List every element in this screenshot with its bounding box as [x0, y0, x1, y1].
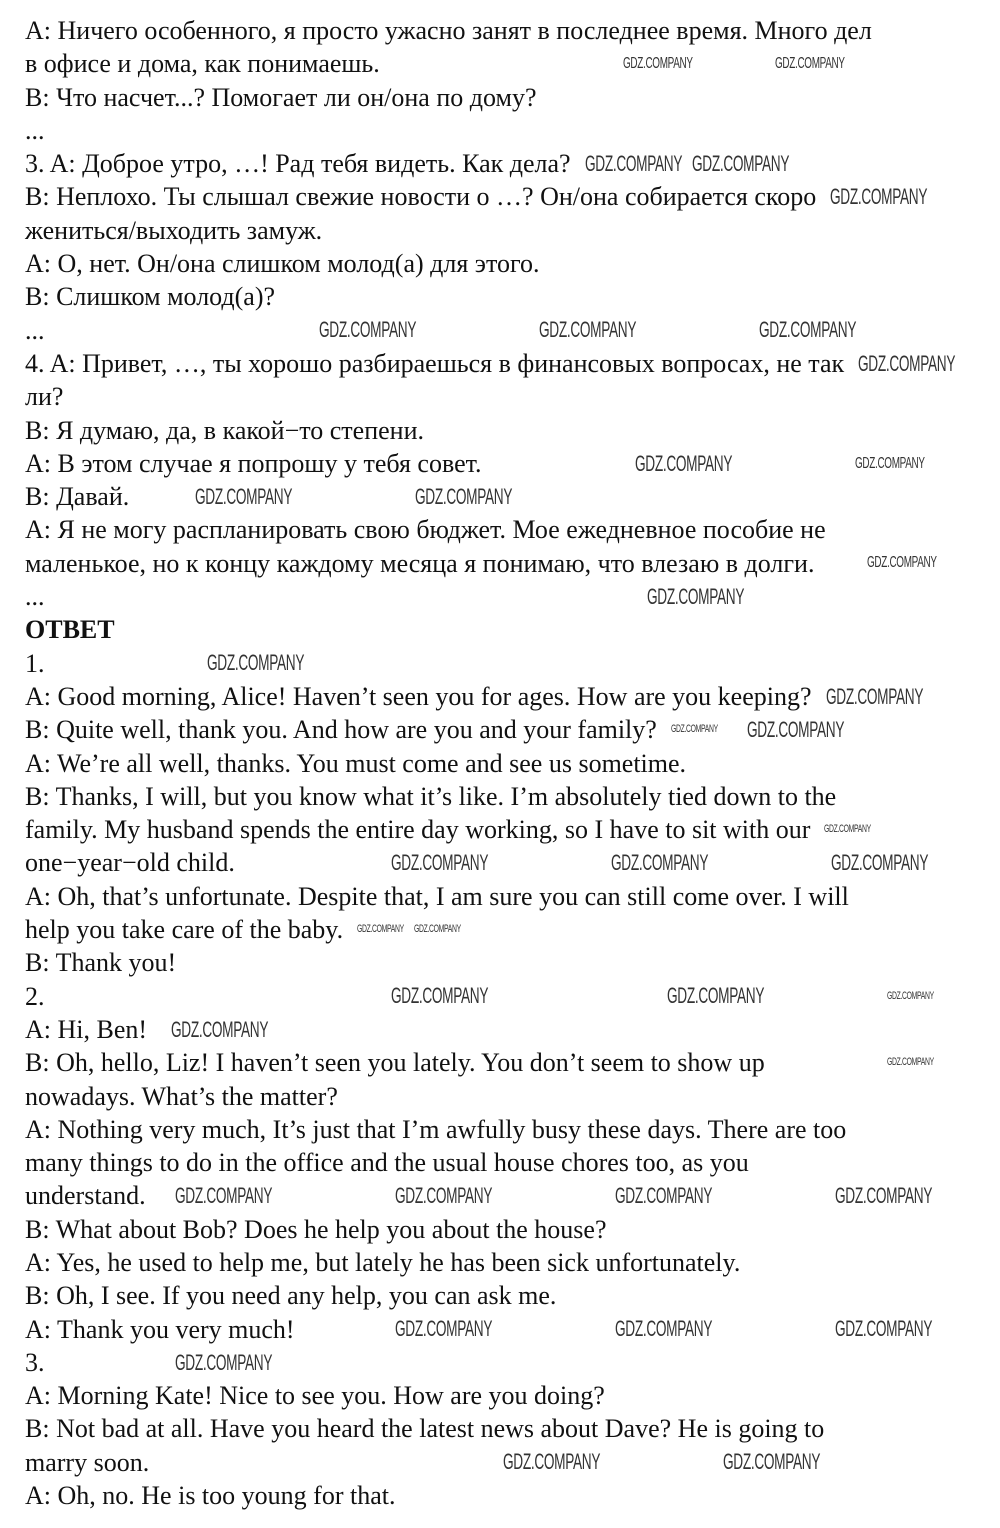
text-line: A: Oh, that’s unfortunate. Despite that, I am sure you can still come over. I will — [25, 881, 849, 911]
watermark: GDZ.COMPANY — [357, 923, 404, 936]
watermark: GDZ.COMPANY — [825, 683, 923, 709]
text-line: marry soon. — [25, 1447, 150, 1477]
text-line: ... — [25, 315, 45, 345]
watermark: GDZ.COMPANY — [395, 1183, 493, 1209]
text-line: 3. — [25, 1347, 45, 1377]
text-line: understand. — [25, 1181, 146, 1211]
text-line: B: Неплохо. Ты слышал свежие новости о …? Он/она собирается скоро — [25, 182, 817, 212]
text-line: A: Hi, Ben! — [25, 1014, 148, 1044]
text-line: nowadays. What’s the matter? — [25, 1081, 338, 1111]
watermark: GDZ.COMPANY — [615, 1183, 713, 1209]
text-line: в офисе и дома, как понимаешь. — [25, 49, 380, 79]
watermark: GDZ.COMPANY — [830, 184, 928, 210]
text-line: B: What about Bob? Does he help you about the house? — [25, 1214, 607, 1244]
watermark: GDZ.COMPANY — [391, 850, 489, 876]
watermark: GDZ.COMPANY — [747, 716, 845, 742]
text-line: help you take care of the baby. — [25, 915, 344, 945]
text-line: 2. — [25, 981, 45, 1011]
text-line: B: Thank you! — [25, 948, 177, 978]
watermark: GDZ.COMPANY — [855, 454, 925, 472]
watermark: GDZ.COMPANY — [824, 823, 872, 836]
text-line: A: Morning Kate! Nice to see you. How are you doing? — [25, 1381, 605, 1411]
document-body — [25, 14, 872, 1512]
watermark: GDZ.COMPANY — [867, 554, 937, 572]
watermark: GDZ.COMPANY — [858, 350, 956, 376]
watermark: GDZ.COMPANY — [413, 923, 461, 936]
watermark: GDZ.COMPANY — [691, 150, 789, 176]
text-line: A: О, нет. Он/она слишком молод(а) для этого. — [25, 249, 540, 279]
watermark: GDZ.COMPANY — [391, 983, 489, 1009]
text-line: B: Я думаю, да, в какой−то степени. — [25, 415, 424, 445]
text-line: A: Nothing very much, It’s just that I’m awfully busy these days. There are too — [25, 1114, 847, 1144]
text-line: B: Oh, hello, Liz! I haven’t seen you lately. You don’t seem to show up — [25, 1048, 765, 1078]
watermark: GDZ.COMPANY — [395, 1316, 493, 1342]
watermark: GDZ.COMPANY — [759, 317, 857, 343]
watermark: GDZ.COMPANY — [584, 150, 682, 176]
text-line: B: Quite well, thank you. And how are you and your family? — [25, 715, 657, 745]
watermark: GDZ.COMPANY — [635, 450, 733, 476]
watermark: GDZ.COMPANY — [175, 1183, 273, 1209]
watermark: GDZ.COMPANY — [647, 583, 745, 609]
watermark: GDZ.COMPANY — [415, 483, 513, 509]
text-line: ... — [25, 115, 45, 145]
watermark: GDZ.COMPANY — [171, 1016, 269, 1042]
text-line: ... — [25, 582, 45, 612]
section-heading: ОТВЕТ — [25, 615, 115, 645]
watermark: GDZ.COMPANY — [667, 983, 765, 1009]
text-line: 3. A: Доброе утро, …! Рад тебя видеть. Как дела? — [25, 149, 571, 179]
text-line: one−year−old child. — [25, 848, 235, 878]
text-line: A: Ничего особенного, я просто ужасно занят в последнее время. Много дел — [25, 16, 872, 45]
text-line: A: Good morning, Alice! Haven’t seen you for ages. How are you keeping? — [25, 681, 812, 711]
text-line: B: Слишком молод(а)? — [25, 282, 276, 312]
text-line: B: Thanks, I will, but you know what it’s like. I’m absolutely tied down to the — [25, 781, 837, 811]
text-line: A: We’re all well, thanks. You must come and see us sometime. — [25, 748, 687, 778]
watermark: GDZ.COMPANY — [835, 1316, 933, 1342]
text-line: A: Я не могу распланировать свою бюджет. Мое ежедневное пособие не — [25, 515, 826, 545]
watermark: GDZ.COMPANY — [887, 1056, 934, 1069]
text-line: ли? — [25, 382, 64, 412]
watermark: GDZ.COMPANY — [207, 650, 305, 676]
watermark: GDZ.COMPANY — [775, 54, 845, 72]
watermark: GDZ.COMPANY — [723, 1449, 821, 1475]
text-line: B: Давай. — [25, 482, 130, 512]
watermark: GDZ.COMPANY — [539, 317, 637, 343]
text-line: family. My husband spends the entire day working, so I have to sit with our — [25, 815, 811, 845]
watermark: GDZ.COMPANY — [195, 483, 293, 509]
watermark: GDZ.COMPANY — [887, 989, 934, 1002]
text-line: 4. A: Привет, …, ты хорошо разбираешься в финансовых вопросах, не так — [25, 348, 845, 378]
text-line: many things to do in the office and the usual house chores too, as you — [25, 1148, 749, 1178]
watermark: GDZ.COMPANY — [175, 1349, 273, 1375]
watermark: GDZ.COMPANY — [611, 850, 709, 876]
text-line: A: Yes, he used to help me, but lately he has been sick unfortunately. — [25, 1247, 741, 1277]
text-line: 1. — [25, 648, 45, 678]
text-line: жениться/выходить замуж. — [25, 215, 323, 245]
text-line: A: В этом случае я попрошу у тебя совет. — [25, 448, 482, 478]
text-line: B: Not bad at all. Have you heard the latest news about Dave? He is going to — [25, 1414, 825, 1444]
text-line: B: Что насчет...? Помогает ли он/она по дому? — [25, 82, 537, 112]
watermark: GDZ.COMPANY — [670, 723, 718, 736]
watermark: GDZ.COMPANY — [503, 1449, 601, 1475]
watermark: GDZ.COMPANY — [835, 1183, 933, 1209]
text-line: A: Thank you very much! — [25, 1314, 295, 1344]
text-line: A: Oh, no. He is too young for that. — [25, 1481, 396, 1511]
watermark: GDZ.COMPANY — [623, 54, 693, 72]
watermark: GDZ.COMPANY — [615, 1316, 713, 1342]
watermark: GDZ.COMPANY — [319, 317, 417, 343]
text-line: B: Oh, I see. If you need any help, you can ask me. — [25, 1281, 557, 1311]
text-line: маленькое, но к концу каждому месяца я понимаю, что влезаю в долги. — [25, 548, 815, 578]
watermark: GDZ.COMPANY — [831, 850, 929, 876]
